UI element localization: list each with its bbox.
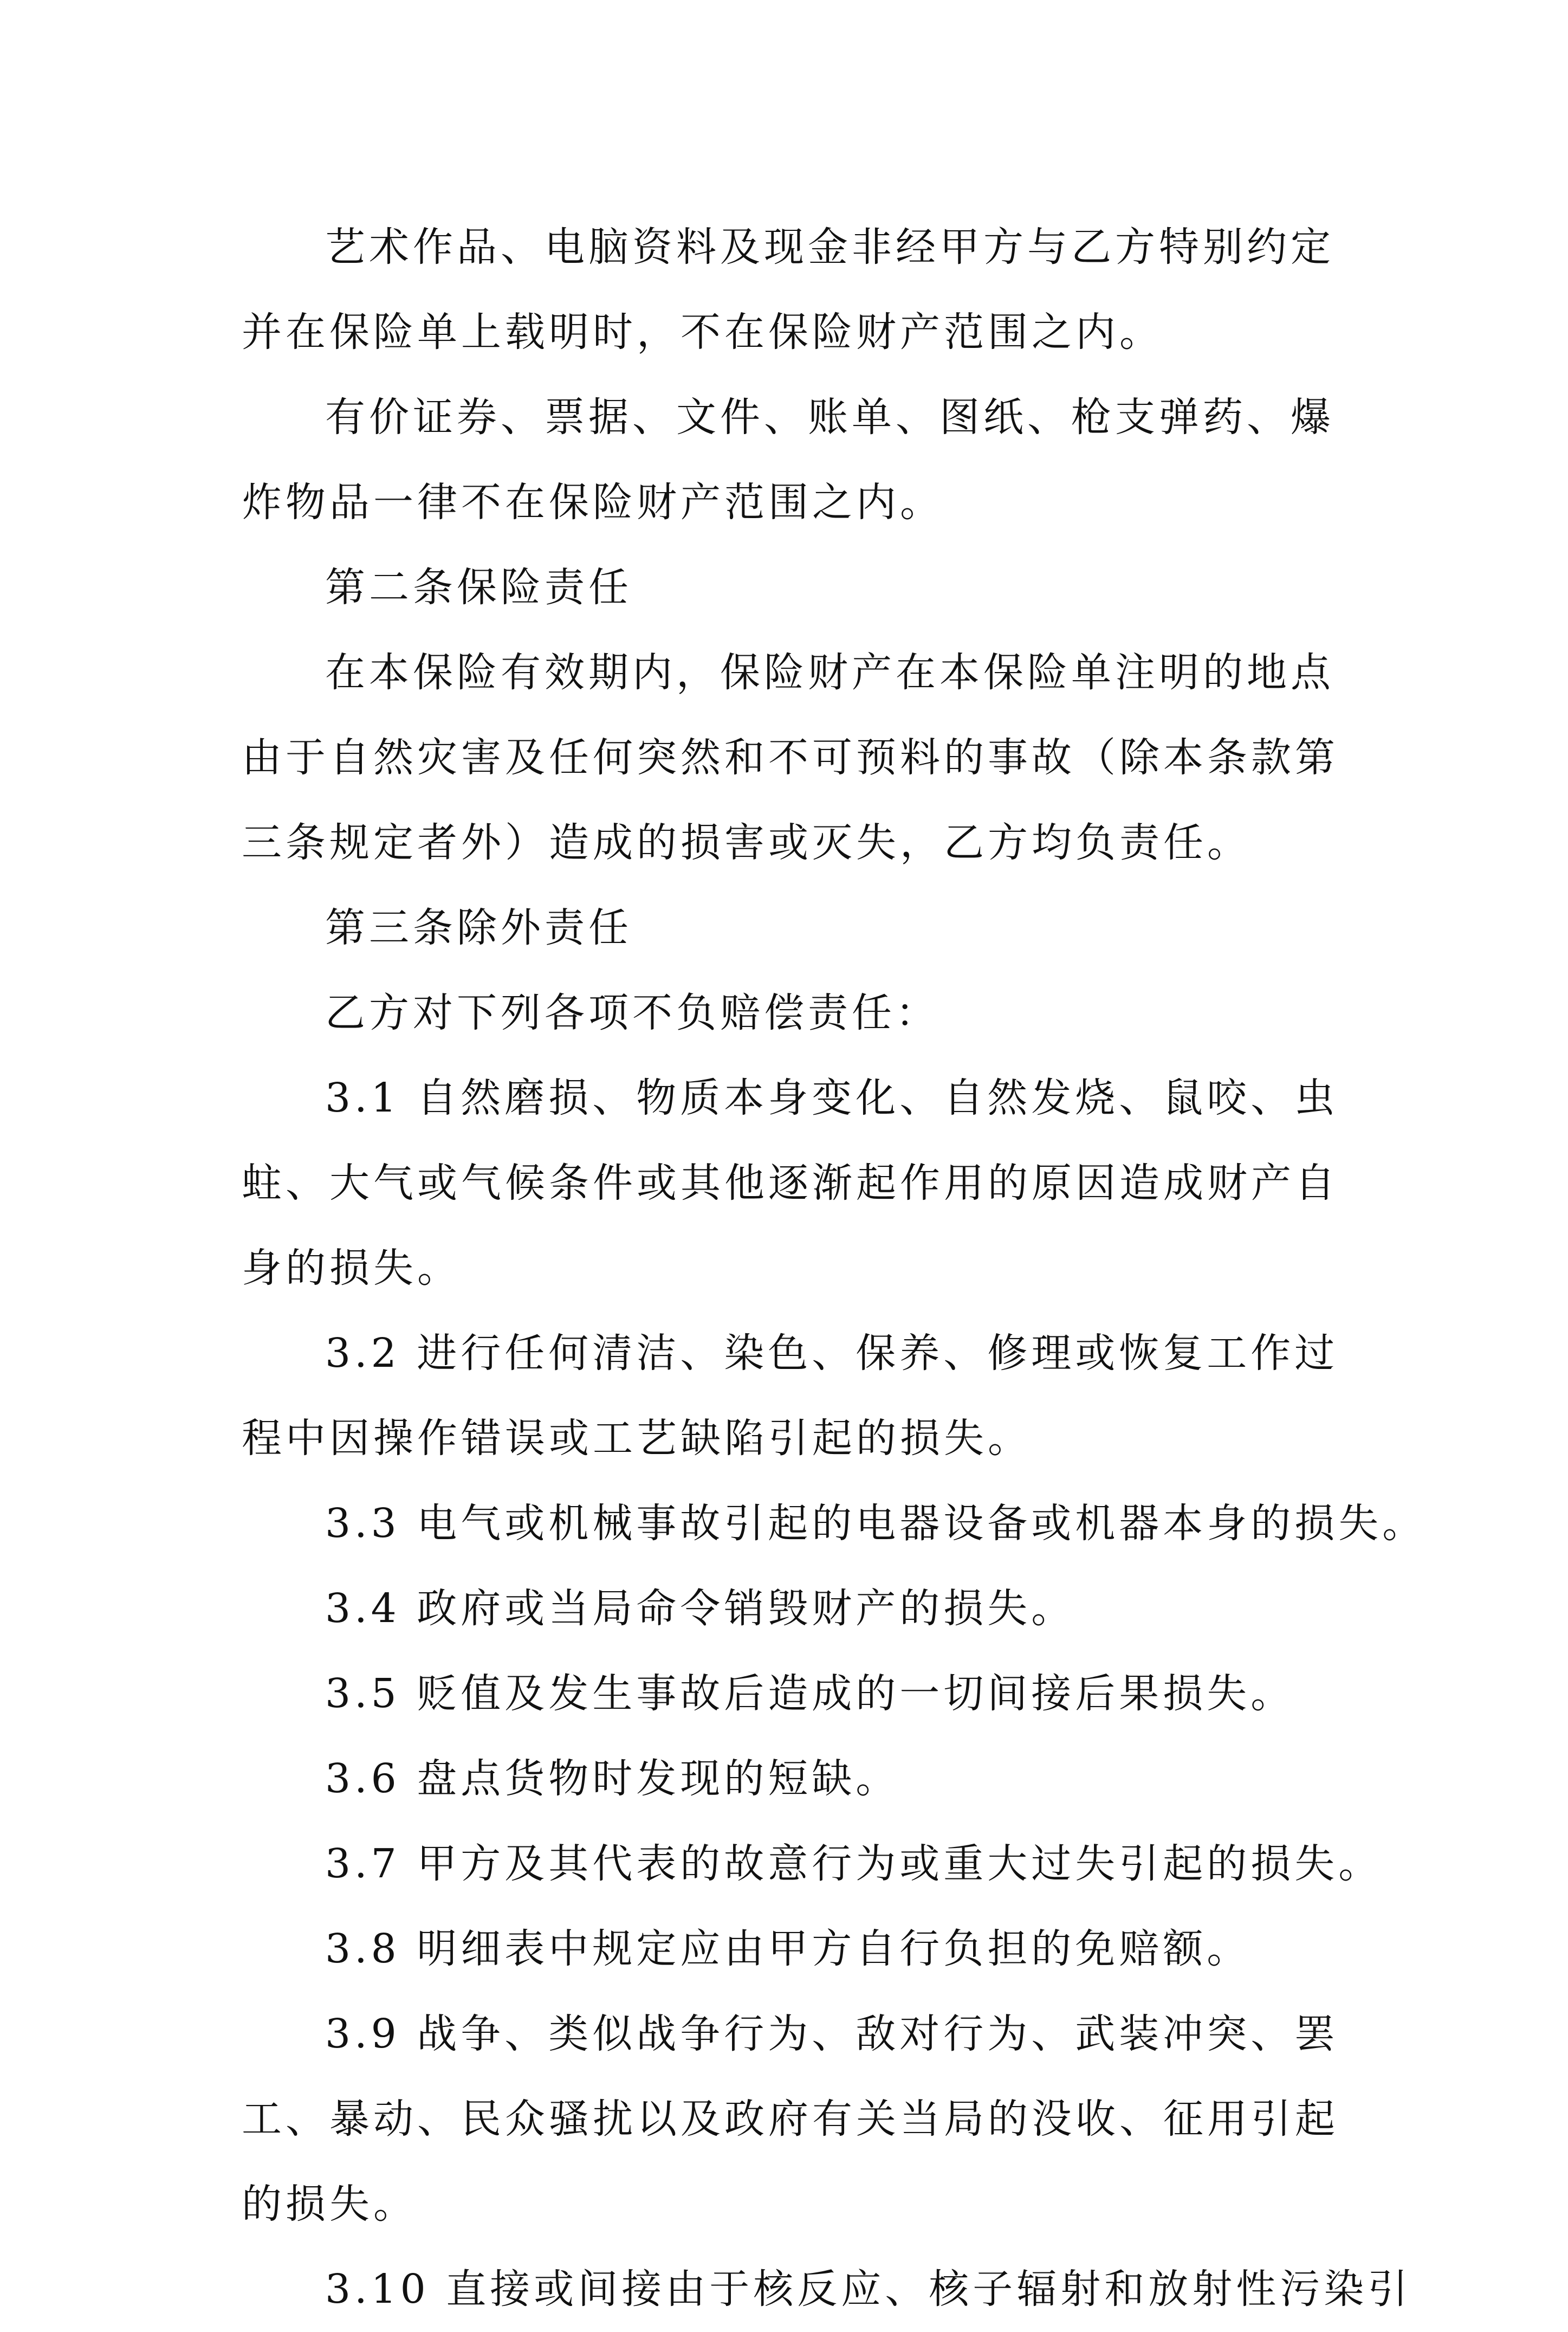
- paragraph-artworks: 艺术作品、电脑资料及现金非经甲方与乙方特别约定并在保险单上载明时，不在保险财产范围之内。: [242, 224, 1334, 356]
- heading-article-2: 第二条保险责任: [325, 564, 632, 611]
- list-item-3-7: 3.7 甲方及其代表的故意行为或重大过失引起的损失。: [325, 1840, 1383, 1887]
- list-item-3-8: 3.8 明细表中规定应由甲方自行负担的免赔额。: [325, 1926, 1251, 1972]
- list-item-3-3: 3.3 电气或机械事故引起的电器设备或机器本身的损失。: [325, 1500, 1427, 1547]
- list-item-3-6: 3.6 盘点货物时发现的短缺。: [325, 1755, 900, 1802]
- heading-article-3: 第三条除外责任: [325, 905, 632, 951]
- list-item-3-9: 3.9 战争、类似战争行为、敌对行为、武装冲突、罢工、暴动、民众骚扰以及政府有关当局的没收、征用引起的损失。: [242, 2011, 1339, 2227]
- list-item-3-2: 3.2 进行任何清洁、染色、保养、修理或恢复工作过程中因操作错误或工艺缺陷引起的损失。: [242, 1330, 1339, 1462]
- list-item-3-4: 3.4 政府或当局命令销毁财产的损失。: [325, 1585, 1075, 1632]
- list-item-3-10: 3.10 直接或间接由于核反应、核子辐射和放射性污染引: [325, 2266, 1412, 2312]
- paragraph-securities: 有价证券、票据、文件、账单、图纸、枪支弹药、爆炸物品一律不在保险财产范围之内。: [242, 394, 1334, 526]
- list-item-3-1: 3.1 自然磨损、物质本身变化、自然发烧、鼠咬、虫蛀、大气或气候条件或其他逐渐起作用的原因造成财产自身的损失。: [242, 1075, 1339, 1291]
- paragraph-exclusions-intro: 乙方对下列各项不负赔偿责任：: [325, 990, 939, 1036]
- list-item-3-5: 3.5 贬值及发生事故后造成的一切间接后果损失。: [325, 1670, 1295, 1717]
- document-body: [242, 205, 1427, 2332]
- paragraph-insurance-liability: 在本保险有效期内，保险财产在本保险单注明的地点由于自然灾害及任何突然和不可预料的事故（除本条款第三条规定者外）造成的损害或灭失，乙方均负责任。: [242, 649, 1339, 866]
